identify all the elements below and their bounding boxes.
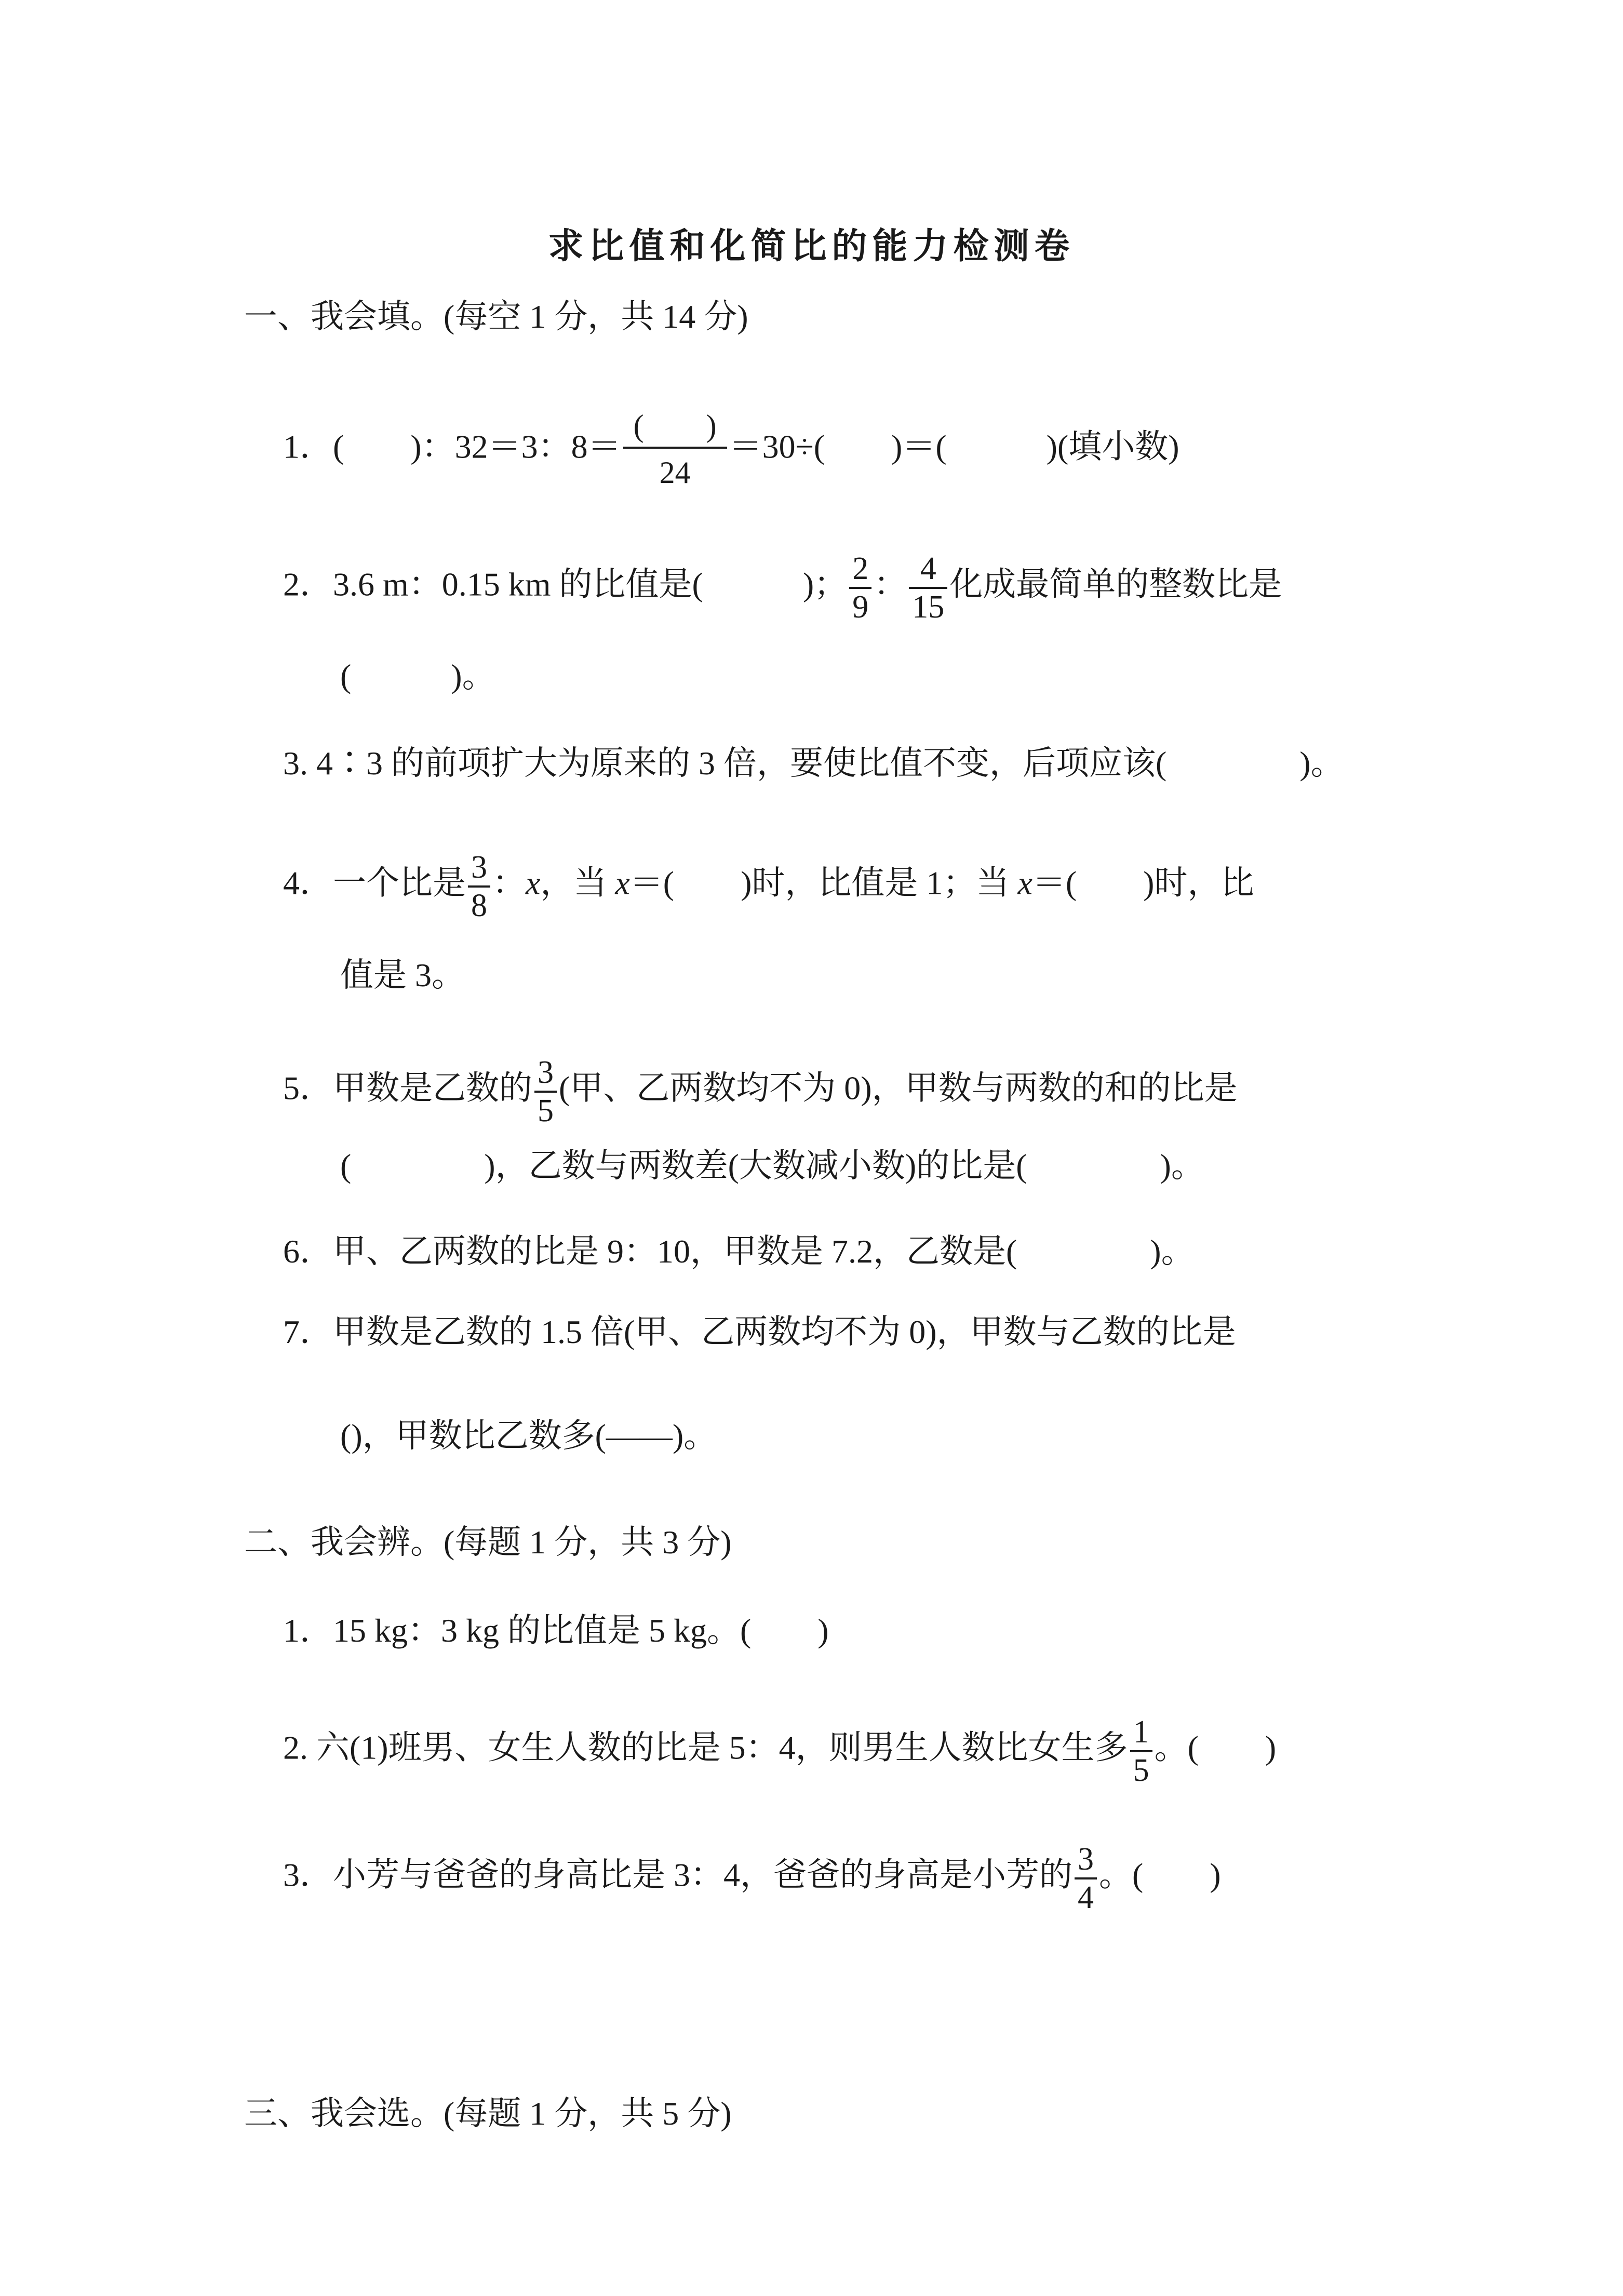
- page-title: 求比值和化简比的能力检测卷: [548, 226, 1075, 266]
- question-1-1: 1．( )：32＝3：8＝ $\frac{( )}{24}$ ＝30÷( )＝( )(填小数): [283, 409, 1179, 490]
- fraction-blank-over-24: $\frac{( )}{24}$: [623, 410, 727, 490]
- question-1-7-continued: ()，甲数比乙数多(——)。: [340, 1417, 717, 1454]
- question-1-2-answer-line: ( )。: [340, 657, 495, 694]
- question-1-5-continued: ( )，乙数与两数差(大数减小数)的比是( )。: [340, 1147, 1204, 1184]
- fraction-1-5: $\frac{1}{5}$: [1130, 1714, 1152, 1789]
- question-1-4: 4．一个比是 $\frac{3}{8}$ ：x，当 x＝( )时，比值是 1；当 x＝( )时，比: [283, 850, 1254, 923]
- question-1-5: 5．甲数是乙数的 $\frac{3}{5}$ (甲、乙两数均不为 0)，甲数与两数的和的比是: [283, 1055, 1238, 1129]
- fraction-4-15: $\frac{4}{15}$: [909, 550, 947, 625]
- question-1-3: 3. 4∶3 的前项扩大为原来的 3 倍，要使比值不变，后项应该( )。: [283, 745, 1344, 782]
- question-1-4-continued: 值是 3。: [340, 957, 465, 993]
- question-2-3: 3．小芳与爸爸的身高比是 3：4，爸爸的身高是小芳的 $\frac{3}{4}$ 。( ): [283, 1842, 1221, 1915]
- section-1-heading: 一、我会填。(每空 1 分，共 14 分): [244, 298, 748, 335]
- section-2-heading: 二、我会辨。(每题 1 分，共 3 分): [244, 1524, 732, 1561]
- question-1-7: 7．甲数是乙数的 1.5 倍(甲、乙两数均不为 0)，甲数与乙数的比是: [283, 1313, 1236, 1350]
- question-2-1: 1．15 kg：3 kg 的比值是 5 kg。( ): [283, 1612, 829, 1649]
- section-3-heading: 三、我会选。(每题 1 分，共 5 分): [244, 2095, 732, 2132]
- fraction-3-8: $\frac{3}{8}$: [468, 849, 490, 924]
- question-1-6: 6．甲、乙两数的比是 9：10，甲数是 7.2，乙数是( )。: [283, 1233, 1195, 1270]
- fraction-2-9: $\frac{2}{9}$: [849, 550, 871, 625]
- fraction-3-4: $\frac{3}{4}$: [1075, 1841, 1097, 1916]
- fraction-3-5: $\frac{3}{5}$: [534, 1054, 557, 1129]
- question-1-2: 2．3.6 m：0.15 km 的比值是( )； $\frac{2}{9}$ ： $\frac{4}{15}$ 化成最简单的整数比是: [283, 551, 1282, 625]
- question-2-2: 2. 六(1)班男、女生人数的比是 5：4，则男生人数比女生多 $\frac{1}{5}$ 。( ): [283, 1714, 1277, 1788]
